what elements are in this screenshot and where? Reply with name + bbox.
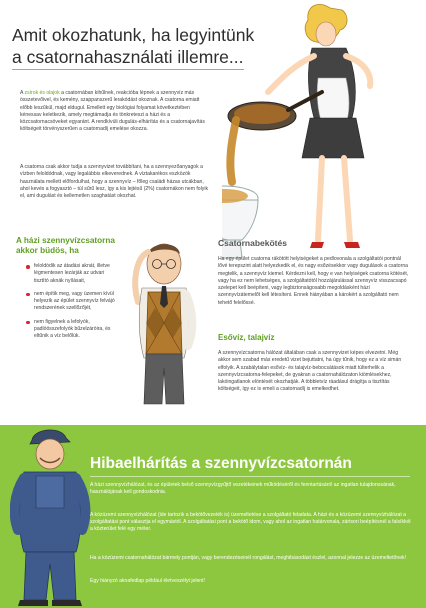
worker-illustration bbox=[10, 424, 94, 608]
intro-p1-text: a csatornában kihűlnek, reakcióba lépnek a szennyvíz más összetevőivel, és kemény, szappanszerű lerakódást okoznak. A csatorna emiatt előbb leszűkül, majd eldugul. Emellett egy biológiai folyamat következtében kénessav keletkezik, amely megtámadja és tönkreteszi a házi és a közcsatornacsöveket egyaránt. A rendkívüli dugulás-elhárítás és a csatornajavítás költségeit törvényszerűen a csatornadíj emelése okozza. bbox=[20, 90, 205, 133]
intro-p1-prefix: A bbox=[20, 90, 25, 96]
intro-paragraph-2: A csatorna csak akkor tudja a szennyvizet továbbítani, ha a szennyezőanyagok a vízben feloldódnak, vagy legalábbis elkeverednek. A víztakarékos eszközök használata mellett előfordulhat, hogy a szennyvíz – főleg családi házas utcákban, ahol kevés a fogyasztó – túl sűrű lesz, így a kis lejtésű (2%) csatornákon nem folyik el, ami dugulást és kellemetlen szaghatást okozhat. bbox=[20, 164, 208, 200]
confused-man-illustration bbox=[118, 228, 210, 408]
left-section-heading: A házi szennyvízcsatorna akkor büdös, ha bbox=[16, 236, 115, 255]
title-line-1: Amit okozhatunk, ha legyintünk bbox=[12, 25, 255, 45]
troubleshooting-paragraph-2: A közüzemi szennyvízhálózat (ide tartozik a bekötővezeték is) üzemeltetése a szolgáltató feladata. A házi és a közüzemi szennyvízhálózat a szolgáltatási pont választja el egymástól. A szolgáltatási pont a bekötő idom, vagy ahol az ingatlan határvonala, zártsori beépítésnél a falsíkkól a közterület felé egy méter. bbox=[90, 512, 411, 533]
troubleshooting-divider bbox=[90, 476, 410, 477]
troubleshooting-paragraph-3: Ha a közüzemi csatornahálózat bármely pontján, vagy berendezéseinél rongálást, meghibásodást észlel, azonnal jelezze az üzemeltetőnek! bbox=[90, 555, 406, 561]
rainwater-heading: Esővíz, talajvíz bbox=[218, 333, 275, 342]
intro-highlight: zsírok és olajok bbox=[24, 90, 60, 96]
troubleshooting-paragraph-4: Egy hiányzó aknafedlap például életveszélyt jelent! bbox=[90, 578, 205, 584]
connection-heading: Csatornabekötés bbox=[218, 238, 287, 248]
woman-pouring-oil-illustration bbox=[222, 0, 426, 265]
list-item: nem figyelnek a lefolyók, padlóösszefolyók bűzelzáróira, és eltűnik a víz belőlük. bbox=[26, 319, 118, 341]
connection-paragraph: Ha egy épület csatorna rákötött helyiségeket a pedlovonala a szolgáltatói pontnál lővé terepszint alatt helyezkedik el, és nagy esőzésekkor vagy dugulások a csatorna megtelik, a szennyvíz kiemel. Kérdezni kell, hogy e van helyiségek csatorna kötését, vagy ha ez nem lehetséges, a szolgáltatótól hozzájárulással szennyvíz visszacsapó szelepet kell beépíteni, vagy legbiztonságosabb megoldásként házi szennyvízátemelőt kell létesíteni. Ennek hiányában a károkért a szolgáltató nem tehető felelőssé. bbox=[218, 256, 409, 306]
left-bullet-list bbox=[26, 263, 118, 347]
list-item: nem építik meg, vagy üzemen kívül helyezik az épület szennyvíz felvájó rendszerének szellőzőjét, bbox=[26, 291, 118, 313]
rainwater-paragraph: A szennyvízcsatorna hálózat általában csak a szennyvizet képes elvezetni. Még akkor sem szabad más eredetű vizet bejuttatni, ha úgy tűnik, hogy ez a víz simán elfolyik. A szabálytalan esővíz- és talajvíz-bebocsátások miatt túlterhelik a szennyvízcsatorna-felepeket, de gyakran a csatornahálózaton kiömlésekhez, lakóingatlanok elöntését okozhatják. A többletvíz ráadásul drágítja a tisztítás költségeit, így ez is emeli a csatornadíj is emelkedhet. bbox=[218, 350, 402, 393]
troubleshooting-heading: Hibaelhárítás a szennyvízcsatornán bbox=[90, 455, 352, 472]
troubleshooting-paragraph-1: A házi szennyvízhálózat, és az épületek belső szennyvízgyűjtő vezetékeinek működéséről és fenntartásáról az ingatlan tulajdonosának, használójának kell gondoskodnia. bbox=[90, 482, 396, 496]
intro-paragraph-1 bbox=[20, 90, 208, 134]
title-line-2: a csatornahasználati illemre... bbox=[12, 46, 244, 70]
list-item: feloldódik az átadási aknát, illetve légmentesen lezárják az udvari tisztító aknák nyílásait, bbox=[26, 263, 118, 285]
